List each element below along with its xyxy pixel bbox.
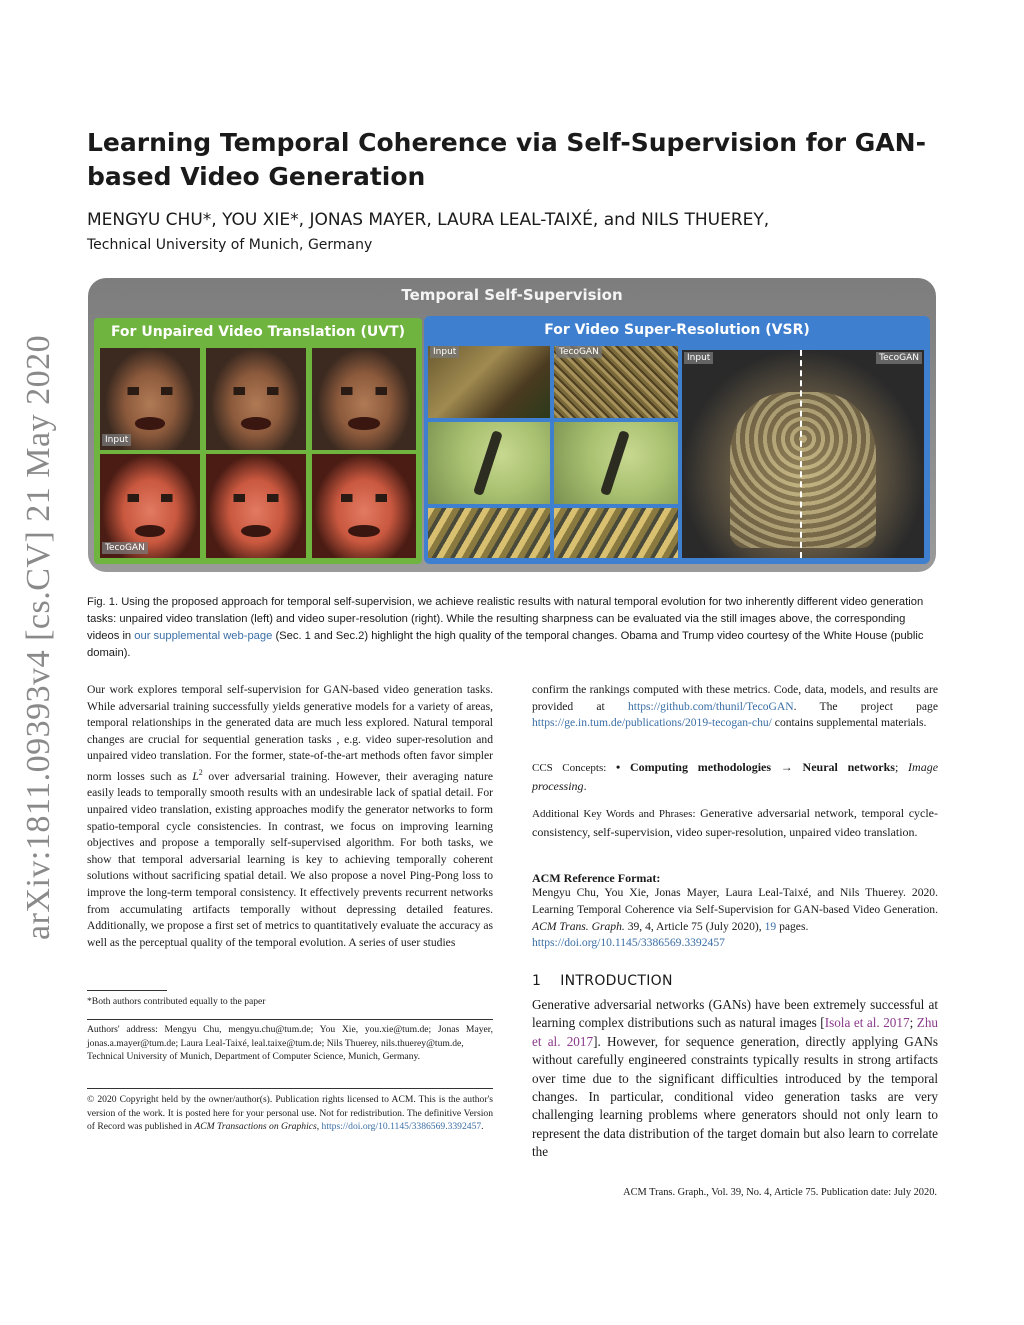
reference-format bbox=[532, 885, 938, 952]
keywords-text: Generative adversarial network, temporal cycle-consistency, self-supervision, video super-resolution, unpaired video translation. bbox=[532, 806, 939, 839]
author-list: MENGYU CHU*, YOU XIE*, JONAS MAYER, LAURA LEAL-TAIXÉ, and NILS THUEREY, bbox=[87, 210, 770, 230]
tecogan-label: TecoGAN bbox=[556, 346, 602, 358]
abstract-cont-text-2: . The project page bbox=[793, 699, 938, 713]
reference-heading: ACM Reference Format: bbox=[532, 871, 661, 885]
ccs-concepts bbox=[532, 758, 938, 795]
ccs-label: CCS Concepts: bbox=[532, 762, 607, 774]
section-number: 1 bbox=[532, 973, 542, 989]
copyright-divider bbox=[87, 1088, 493, 1089]
author-address bbox=[87, 1023, 493, 1064]
citation-isola[interactable]: Isola et al. 2017 bbox=[824, 1015, 910, 1031]
abstract-text-2: over adversarial training. However, their averaging nature easily leads to temporally smooth results with an undesirable lack of spatial detail. For unpaired video translation, existing approaches modify the generator networks to form spatio-temporal cycle consistencies. In contrast, we focus on improving learning objectives and propose a temporally self-supervised algorithm. For both tasks, we show that temporal adversarial learning is key to achieving temporally coherent solutions without sacrificing spatial detail. We also propose a novel Ping-Pong loss to improve the long-term temporal consistency. It effectively prevents recurrent networks from accumulating artifacts temporally without depressing detailed features. Additionally, we propose a first set of metrics to quantitatively evaluate the accuracy as well as the perceptual quality of the temporal evolution. A series of user studies bbox=[87, 769, 493, 949]
code-link[interactable]: https://github.com/thunil/TecoGAN bbox=[627, 699, 794, 713]
intro-text-1: Generative adversarial networks (GANs) have been extremely successful at learning complex distributions such as natural images [ bbox=[532, 997, 938, 1031]
intro-text-2: ]. However, for sequence generation, directly applying GANs without carefully engineered constraints typically results in strong artifacts over time due to the significant difficulties introduced by the temporal changes. In particular, conditional video generation tasks are very challenging learning problems where generators should not only learn to represent the data distribution of the target domain but also learn to correlate the bbox=[532, 1033, 938, 1160]
paper-title: Learning Temporal Coherence via Self-Supervision for GAN-based Video Generation bbox=[87, 128, 926, 191]
reference-pages[interactable]: 19 bbox=[764, 919, 777, 933]
footnote-equal: *Both authors contributed equally to the paper bbox=[87, 996, 266, 1007]
author-address-dept: Technical University of Munich, Department of Computer Science, Munich, Germany. bbox=[87, 1051, 421, 1063]
detail-tecogan bbox=[554, 508, 678, 558]
mantis-tecogan bbox=[554, 422, 678, 504]
tecogan-label: TecoGAN bbox=[102, 542, 148, 554]
ccs-separator: ; bbox=[894, 760, 899, 774]
reference-text: Mengyu Chu, You Xie, Jonas Mayer, Laura Leal-Taixé, and Nils Thuerey. 2020. Learning Temporal Coherence via Self-Supervision for GAN-based Video Generation. bbox=[532, 886, 938, 916]
section-title: INTRODUCTION bbox=[560, 973, 673, 989]
page-footer: ACM Trans. Graph., Vol. 39, No. 4, Article 75. Publication date: July 2020. bbox=[623, 1187, 937, 1198]
ccs-secondary: Image processing bbox=[532, 760, 939, 793]
vsr-panel-title: For Video Super-Resolution (VSR) bbox=[544, 322, 810, 338]
input-label: Input bbox=[684, 352, 713, 364]
abstract-cont-text: confirm the rankings computed with these metrics. Code, data, models, and results are provided at bbox=[532, 683, 938, 713]
reference-journal: ACM Trans. Graph. bbox=[532, 919, 625, 933]
supplemental-link[interactable]: our supplemental web-page bbox=[134, 630, 273, 642]
copyright-end: . bbox=[481, 1121, 484, 1133]
author-address-text: Authors' address: Mengyu Chu, mengyu.chu@tum.de; You Xie, you.xie@tum.de; Jonas Mayer, jonas.a.mayer@tum.de; Laura Leal-Taixé, leal.taixe@tum.de; Nils Thuerey, nils.thuerey@tum.de, bbox=[87, 1024, 493, 1049]
lizard-input bbox=[428, 346, 550, 418]
reference-volume: 39, 4, Article 75 (July 2020), bbox=[627, 919, 762, 933]
copyright-text: © 2020 Copyright held by the owner/author(s). Publication rights licensed to ACM. This is the author's version of the work. It is posted here for your personal use. Not for redistribution. The definitive Version of Record was published in bbox=[87, 1094, 493, 1133]
teaser-figure bbox=[88, 278, 936, 572]
figure-caption bbox=[87, 594, 939, 662]
mantis-input bbox=[428, 422, 550, 504]
trump-frame-2 bbox=[206, 454, 306, 558]
obama-frame-1 bbox=[100, 348, 200, 450]
keywords-label: Additional Key Words and Phrases: bbox=[532, 808, 696, 820]
uvt-panel-title: For Unpaired Video Translation (UVT) bbox=[110, 324, 406, 340]
l2-symbol: L bbox=[192, 769, 199, 783]
input-label: Input bbox=[102, 434, 131, 446]
ccs-end: . bbox=[583, 779, 587, 793]
copyright-notice: © 2020 Copyright held by the owner/author(s). Publication rights licensed to ACM. This is the author's version of the work. It is posted here for your personal use. Not for redistribution. The definitive Version of Record was published in ACM Transactions on Graphics, https://doi.org/10.1145/3386569.3392457. bbox=[87, 1094, 493, 1133]
affiliation: Technical University of Munich, Germany bbox=[87, 237, 373, 253]
vsr-panel bbox=[424, 316, 930, 564]
section-heading bbox=[532, 973, 673, 989]
journal-name: ACM Transactions on Graphics bbox=[194, 1121, 317, 1133]
caption-tail: (Sec. 1 and Sec.2) highlight the high quality of the temporal changes. Obama and Trump video courtesy of the White House (public domain). bbox=[87, 630, 924, 659]
uvt-panel bbox=[94, 318, 422, 564]
keywords bbox=[532, 804, 938, 841]
trump-frame-3 bbox=[312, 454, 416, 558]
abstract-text: Our work explores temporal self-supervision for GAN-based video generation tasks. While adversarial training successfully yields generative models for a variety of areas, temporal relationships in the generated data are much less explored. Natural temporal changes are crucial for sequential generation tasks , e.g. video super-resolution and unpaired video translation. For the former, state-of-the-art methods often favor simpler norm losses such as bbox=[87, 683, 493, 783]
abstract-cont-text-3: contains supplemental materials. bbox=[774, 716, 927, 730]
reference-doi-link[interactable]: https://doi.org/10.1145/3386569.3392457 bbox=[532, 936, 725, 950]
citation-separator: ; bbox=[909, 1015, 917, 1031]
caption-text: Fig. 1. Using the proposed approach for temporal self-supervision, we achieve realistic results with natural temporal evolution for two inherently different video generation tasks: unpaired video translation (left) and video super-resolution (right). While the resulting sharpness can be evaluated via the still images above, the corresponding videos in bbox=[87, 596, 924, 642]
abstract-continued bbox=[532, 682, 938, 732]
footnote-rule bbox=[87, 990, 167, 991]
tecogan-label: TecoGAN bbox=[876, 352, 922, 364]
trump-frame-1 bbox=[100, 454, 200, 558]
footnote-divider bbox=[87, 1019, 493, 1020]
ccs-primary: • Computing methodologies → Neural networks bbox=[616, 760, 895, 774]
citation-zhu[interactable]: Zhu et al. 2017 bbox=[532, 1015, 939, 1049]
obama-frame-2 bbox=[206, 348, 306, 450]
lizard-tecogan bbox=[554, 346, 678, 418]
doi-link[interactable]: https://doi.org/10.1145/3386569.3392457 bbox=[321, 1121, 482, 1133]
abstract bbox=[87, 682, 493, 951]
detail-input bbox=[428, 508, 550, 558]
reference-pages-label: pages. bbox=[779, 919, 809, 933]
teaser-title: Temporal Self-Supervision bbox=[401, 286, 623, 304]
l2-superscript: 2 bbox=[198, 767, 203, 777]
armor-image bbox=[682, 350, 924, 558]
arxiv-stamp: arXiv:1811.09393v4 [cs.CV] 21 May 2020 bbox=[20, 334, 57, 940]
project-link[interactable]: https://ge.in.tum.de/publications/2019-tecogan-chu/ bbox=[532, 716, 772, 730]
input-label: Input bbox=[430, 346, 459, 358]
obama-frame-3 bbox=[312, 348, 416, 450]
introduction-text bbox=[532, 996, 938, 1162]
